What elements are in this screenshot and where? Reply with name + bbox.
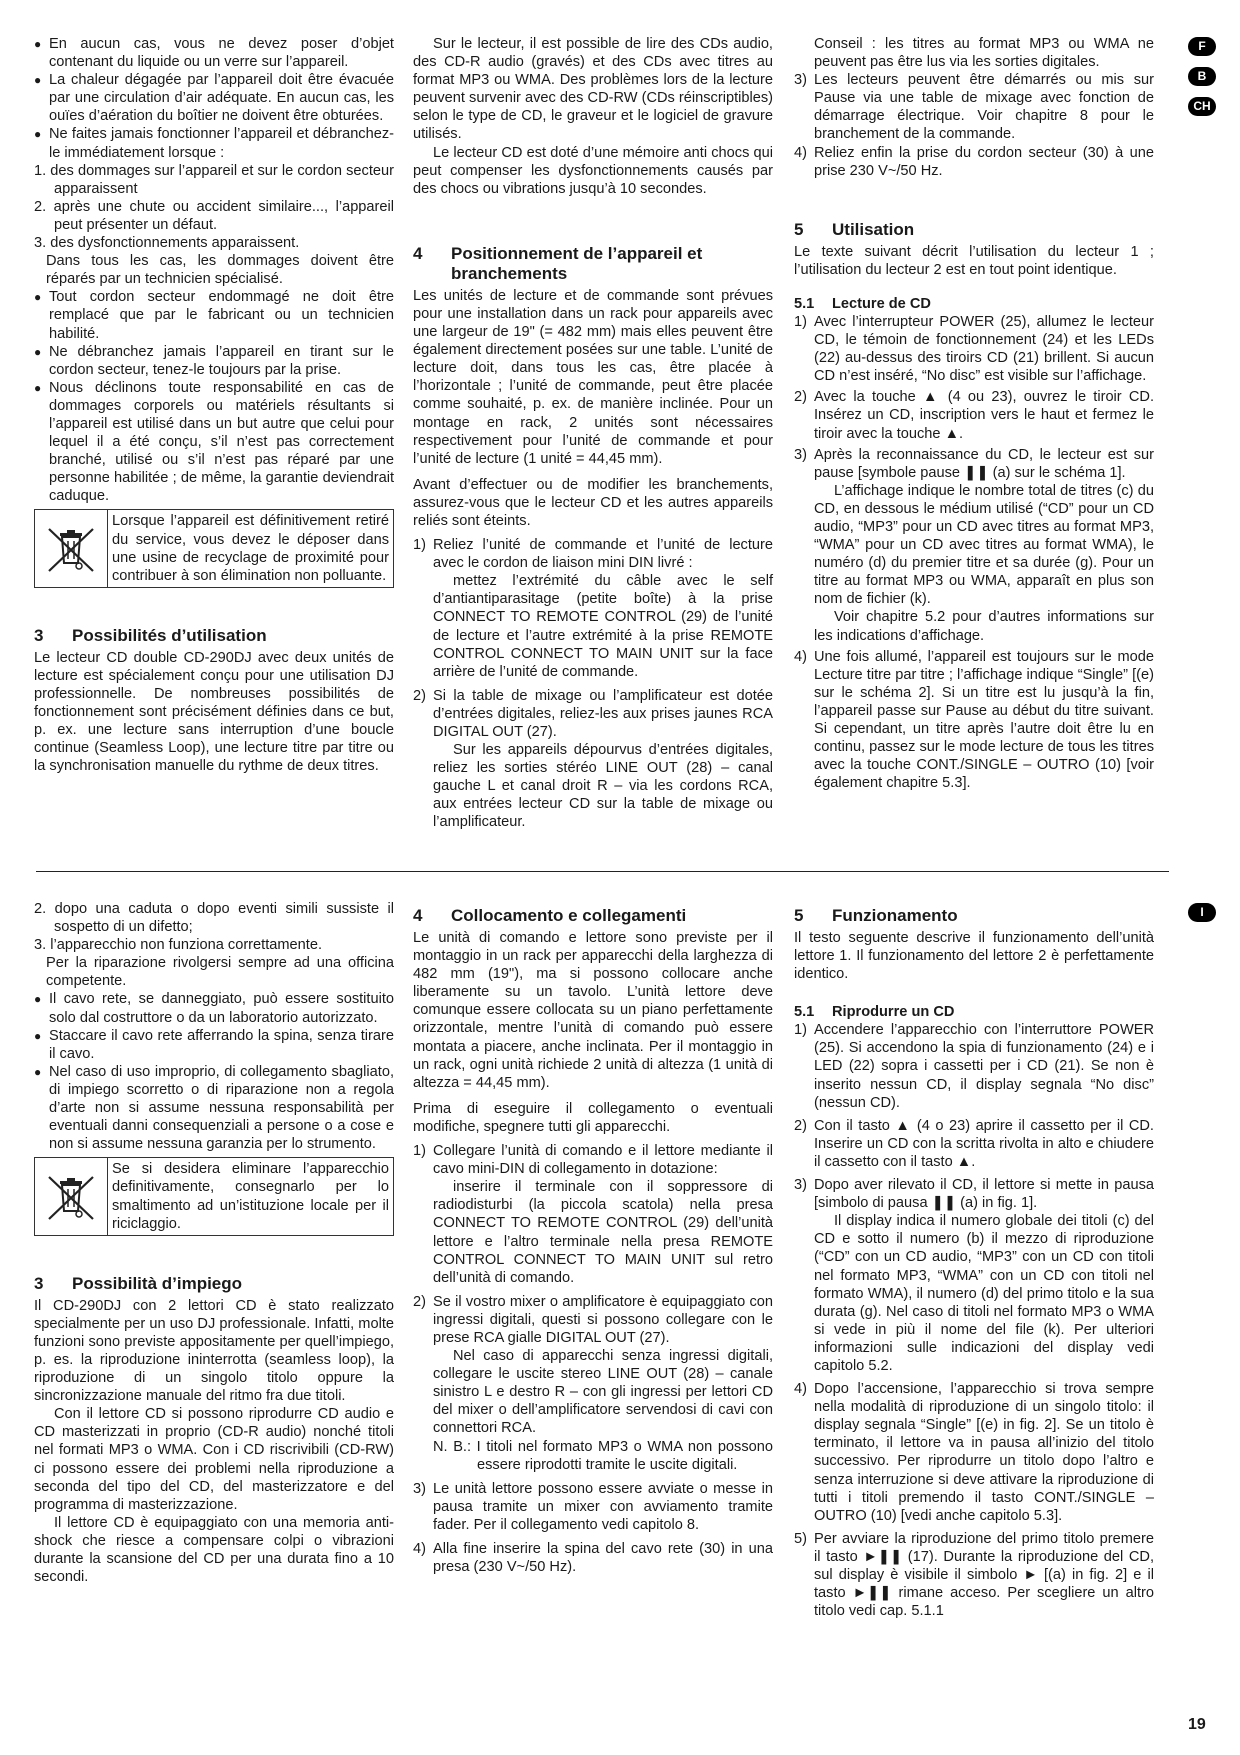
section-title: Possibilités d’utilisation <box>72 625 267 645</box>
it-bullet-liability: ● Nel caso di uso improprio, di collegamento sbagliato, di impiego scorretto o di riparazione non a regola d’arte non si assume nessuna responsabilità per eventuali danni consequenziali a persone o a cose e non si assume nessuna garanzia per lo strumento. <box>34 1063 394 1153</box>
fr-column-3 <box>794 35 1154 792</box>
fr-step-1-text: Reliez l’unité de commande et l’unité de lecture avec le cordon de liaison mini DIN livré : <box>433 537 773 572</box>
it-section-5-text: Il testo seguente descrive il funzionamento dell’unità lettore 1. Il funzionamento del lettore 2 è perfettamente identico. <box>794 930 1154 983</box>
it-step-3 <box>413 1480 773 1534</box>
fr-bullet-never-operate: ● Ne faites jamais fonctionner l’appareil et débranchez-le immédiatement lorsque : <box>34 125 394 161</box>
it-positioning-paragraph: Le unità di comando e lettore sono previste per il montaggio in un rack per apparecchi della larghezza di 482 mm (19"), ma si possono collocare anche liberamente su un tavolo. L’unità lettore deve comunque essere collocata su un piano perfettamente orizzontale, mentre l’unità di comando può essere montata a piacere, anche inclinata. Per il montaggio in un rack, ogni unità richiede 2 unità di altezza (1 unità di altezza = 44,45 mm). <box>413 930 773 1091</box>
step-number: 4) <box>794 648 807 665</box>
section-number: 4 <box>413 243 423 263</box>
fr-play-step-4 <box>794 648 1154 793</box>
step-number: 2) <box>794 1117 807 1134</box>
it-step-1-detail: inserire il terminale con il soppressore di radiodisturbi (la piccola scatola) nella presa CONNECT TO REMOTE CONTROL (29) dell’unità lettore e l’altro terminale nella presa REMOTE CONTROL CONNECT TO MAIN UNIT sul retro dell’unità di comando. <box>433 1179 773 1286</box>
fr-step-3 <box>794 71 1154 143</box>
section-title: Utilisation <box>832 219 915 239</box>
it-step-2-detail: Nel caso di apparecchi senza ingressi digitali, collegare le uscite stereo LINE OUT (28) – canale sinistro L e destro R – con gli ingressi per lettori CD del mixer o dell’amplificatore servendosi di cavi con connettori RCA. <box>433 1348 773 1437</box>
it-step-4-text: Alla fine inserire la spina del cavo rete (30) in una presa (230 V~/50 Hz). <box>433 1541 773 1576</box>
it-section-5-1-heading <box>794 1003 1154 1021</box>
language-badge-ch: CH <box>1188 97 1216 116</box>
it-play-step-1-text: Accendere l’apparecchio con l’interruttore POWER (25). Si accendono la spia di funzionamento (24) e i LED (22) sopra i cassetti per i CD (21). Se non è inserito nessun CD, il display segnala “No disc” (nessun CD). <box>814 1022 1154 1111</box>
fr-bullet-heat: ● La chaleur dégagée par l’appareil doit être évacuée par une circulation d’air adéquate. En aucun cas, les ouïes d’aération du boîtier ne doivent être obturées. <box>34 71 394 125</box>
fr-step-3-text: Les lecteurs peuvent être démarrés ou mis sur Pause via une table de mixage avec fonction de démarrage électrique. Voir chapitre 8 pour le branchement de la commande. <box>814 72 1154 143</box>
fr-section-3-heading <box>34 626 394 646</box>
fr-step-4 <box>794 144 1154 180</box>
fr-step-2-detail: Sur les appareils dépourvus d’entrées digitales, reliez les sorties stéréo LINE OUT (28) – canal gauche L et canal droit R – via les cordons RCA, aux entrées lecteur CD sur la table de mixage ou l’amplificateur. <box>433 742 773 831</box>
it-play-step-2 <box>794 1117 1154 1171</box>
fr-column-1 <box>34 35 394 775</box>
step-number: 3) <box>413 1480 426 1497</box>
it-step-2 <box>413 1293 773 1474</box>
it-compat-paragraph: Con il lettore CD si possono riprodurre CD audio e CD masterizzati in proprio (CD-R audio) nonché titoli nel formati MP3 o WMA. Con i CD riscrivibili (CD-RW) ci possono essere dei problemi nella riproduzione a seconda del tipo del CD, del masterizzatore e del programma di masterizzazione. <box>34 1406 394 1513</box>
it-column-1 <box>34 900 394 1586</box>
step-number: 5) <box>794 1530 807 1547</box>
fr-step-4-text: Reliez enfin la prise du cordon secteur (30) à une prise 230 V~/50 Hz. <box>814 144 1154 179</box>
section-number: 3 <box>34 625 44 645</box>
fr-step-1 <box>413 536 773 681</box>
it-play-step-3 <box>794 1176 1154 1375</box>
it-step-4 <box>413 1540 773 1576</box>
fr-play-step-1 <box>794 313 1154 385</box>
fr-recycling-text: Lorsque l’appareil est définitivement retiré du service, vous devez le déposer dans une usine de recyclage de proximité pour contribuer à son élimination non polluante. <box>112 513 389 584</box>
step-number: 3) <box>794 446 807 463</box>
it-step-3-text: Le unità lettore possono essere avviate o messe in pausa tramite un mixer con avviamento tramite fader. Per il collegamento vedi capitolo 8. <box>433 1480 773 1533</box>
fr-bullet-power-cord: ● Tout cordon secteur endommagé ne doit être remplacé que par le fabricant ou un technicien habilité. <box>34 288 394 342</box>
section-number: 5.1 <box>794 1004 815 1021</box>
it-section-4-heading <box>413 906 773 926</box>
fr-step-1-detail: mettez l’extrémité du câble avec le self d’antiantiparasitage (petite boîte) à la prise CONNECT TO REMOTE CONTROL (29) de l’unité de lecture et l’autre extrémité à la prise REMOTE CONTROL CONNECT TO MAIN UNIT sur la face arrière de l’unité de commande. <box>433 573 773 680</box>
step-number: 1) <box>794 313 807 330</box>
section-title: Possibilità d’impiego <box>72 1273 243 1293</box>
it-repair-note: Per la riparazione rivolgersi sempre ad una officina competente. <box>46 955 394 990</box>
section-title: Riprodurre un CD <box>832 1004 955 1021</box>
it-recycling-notice <box>34 1157 394 1235</box>
it-step-1-text: Collegare l’unità di comando e il lettore mediante il cavo mini-DIN di collegamento in dotazione: <box>433 1143 773 1178</box>
it-section-5-heading <box>794 906 1154 926</box>
fr-sub-item-1: 1. des dommages sur l’appareil et sur le cordon secteur apparaissent <box>34 162 394 197</box>
it-bullet-power-cord: ● Il cavo rete, se danneggiato, può essere sostituito solo dal costruttore o da un laboratorio autorizzato. <box>34 990 394 1026</box>
fr-section-5-heading <box>794 220 1154 240</box>
it-play-step-2-text: Con il tasto ▲ (4 o 23) aprire il cassetto per il CD. Inserire un CD con la scritta rivolta in alto e chiudere il cassetto con il tasto ▲. <box>814 1117 1154 1170</box>
it-play-step-4-text: Dopo l’accensione, l’apparecchio si trova sempre nella modalità di riproduzione di un singolo titolo: il display segnala “Single” [(e) in fig. 2]. Se un titolo è terminato, il lettore va in pausa all’inizio del titolo successivo. Per riprodurre un titolo dopo l’altro e senza interruzione si deve attivare la riproduzione di tutti i titoli premendo il tasto CONT./SINGLE – OUTRO (10) [vedi anche capitolo 5.3]. <box>814 1381 1154 1524</box>
fr-bullet-unplug: ● Ne débranchez jamais l’appareil en tirant sur le cordon secteur, tenez-le toujours par la prise. <box>34 343 394 379</box>
section-title: Lecture de CD <box>832 295 931 312</box>
it-play-step-4 <box>794 1380 1154 1525</box>
it-step-2-text: Se il vostro mixer o amplificatore è equipaggiato con ingressi digitali, questi si possono collegare con le prese RCA gialle DIGITAL OUT (27). <box>433 1293 773 1346</box>
step-number: 4) <box>794 144 807 161</box>
it-switch-off-paragraph: Prima di eseguire il collegamento o eventuali modifiche, spegnere tutti gli apparecchi. <box>413 1100 773 1135</box>
it-column-2 <box>413 906 773 1576</box>
section-number: 5 <box>794 906 804 925</box>
step-number: 2) <box>413 687 426 704</box>
step-number: 1) <box>413 1143 426 1160</box>
fr-recycling-notice <box>34 509 394 587</box>
crossed-bin-icon <box>35 510 108 586</box>
it-usage-paragraph: Il CD-290DJ con 2 lettori CD è stato realizzato specialmente per un uso DJ professionale. Infatti, molte funzioni sono previste appositamente per quell’impiego, p. es. la riproduzione ininterrotta (seamless loop), la riproduzione di un singolo titolo oppure la sincronizzazione manuale del ritmo fra due titoli. <box>34 1297 394 1405</box>
it-sub-item-3: 3. l’apparecchio non funziona correttamente. <box>34 937 322 954</box>
step-number: 4) <box>794 1381 807 1398</box>
fr-switch-off-paragraph: Avant d’effectuer ou de modifier les branchements, assurez-vous que le lecteur CD et les autres appareils reliés sont éteints. <box>413 476 773 529</box>
fr-play-step-1-text: Avec l’interrupteur POWER (25), allumez le lecteur CD, le témoin de fonctionnement (24) et les LEDs (22) au-dessus des tiroirs CD (21) brillent. Si aucun CD n’est inséré, “No disc” est visible sur l’affichage. <box>814 313 1154 385</box>
section-number: 5.1 <box>794 295 815 312</box>
step-number: 2) <box>413 1293 426 1310</box>
fr-tip: Conseil : les titres au format MP3 ou WMA ne peuvent pas être lus via les sorties digitales. <box>814 36 1154 71</box>
fr-positioning-paragraph: Les unités de lecture et de commande sont prévues pour une installation dans un rack pour appareils avec une largeur de 19" (= 482 mm) mais elles peuvent être également directement posées sur une table. L’unité de lecture doit, dans tous les cas, être placée à l’horizontale ; l’unité de commande, peut être placée comme souhaité, p. ex. de manière inclinée. Pour un montage en rack, 2 unités sont nécessaires respectivement pour l’unité de commande et pour l’unité de lecture (1 unité = 44,45 mm). <box>413 287 773 467</box>
it-bullet-unplug: ● Staccare il cavo rete afferrando la spina, senza tirare il cavo. <box>34 1027 394 1063</box>
it-play-step-5 <box>794 1530 1154 1620</box>
fr-play-step-3-text: Après la reconnaissance du CD, le lecteur est sur pause [symbole pause ❚❚ (a) sur le schéma 1]. <box>814 446 1154 481</box>
fr-play-step-2 <box>794 388 1154 442</box>
it-antishock-paragraph: Il lettore CD è equipaggiato con una memoria anti-shock che riesce a compensare colpi o vibrazioni durante la scansione del CD per una durata fino a 10 secondi. <box>34 1514 394 1586</box>
fr-play-step-3 <box>794 446 1154 645</box>
fr-play-step-3-display: L’affichage indique le nombre total de titres (c) du CD, en dessous le médium utilisé (“CD” pour un CD audio, “MP3” pour un CD avec titres au format MP3, “WMA” pour un CD avec titres au format WMA), le numéro (d) du premier titre et sa durée (g). Pour un titre au format MP3 ou WMA, apparaît en plus son nom de fichier (k). <box>814 482 1154 608</box>
fr-section-5-1-heading <box>794 295 1154 313</box>
section-number: 4 <box>413 906 423 925</box>
fr-compat-paragraph: Sur le lecteur, il est possible de lire des CDs audio, des CD-R audio (gravés) et des CDs avec titres au format MP3 ou WMA. Des problèmes lors de la lecture peuvent survenir avec des CD-RW (CDs réinscriptibles) selon le type de CD, le graveur et le logiciel de gravure utilisés. <box>413 36 773 143</box>
it-play-step-1 <box>794 1021 1154 1111</box>
fr-play-step-2-text: Avec la touche ▲ (4 ou 23), ouvrez le tiroir CD. Insérez un CD, inscription vers le haut et fermez le tiroir avec la touche ▲. <box>814 389 1154 442</box>
section-title: Collocamento e collegamenti <box>451 906 687 925</box>
fr-play-step-3-ref: Voir chapitre 5.2 pour d’autres informations sur les indications d’affichage. <box>814 609 1154 644</box>
fr-section-4-heading <box>413 244 773 284</box>
fr-section-3-text: Le lecteur CD double CD-290DJ avec deux unités de lecture est spécialement conçu pour une utilisation DJ professionnelle. De nombreuses possibilités de fonctionnement sont précisément définies dans ce but, p. ex. une lecture sans interruption d’une boucle continue (Seamless Loop), une lecture titre par titre ou la synchronisation manuelle du rythme de deux titres. <box>34 649 394 775</box>
section-number: 3 <box>34 1273 44 1293</box>
language-badge-b: B <box>1188 67 1216 86</box>
fr-repair-note: Dans tous les cas, les dommages doivent être réparés par un technicien spécialisé. <box>46 253 394 288</box>
fr-bullet-liability: ● Nous déclinons toute responsabilité en cas de dommages corporels ou matériels résultants si l’appareil est utilisé dans un but autre que celui pour lequel il a été conçu, s’il n’est pas correctement branché, utilisé ou s’il n’est pas réparé par une personne habilitée ; de même, la garantie deviendrait caduque. <box>34 379 394 506</box>
it-play-step-3-display: Il display indica il numero globale dei titoli (c) del CD e sotto il numero (b) il mezzo di riproduzione (“CD” con un CD audio, “MP3” con un CD con titoli nel formato MP3, “WMA” con un CD con titoli nel formato WMA), il numero (d) del primo titolo e la sua durata (g). Nel caso di titoli nel formato MP3 o WMA si vede in più il nome del file (k). Per ulteriori informazioni sulle indicazioni del display vedi capitolo 5.2. <box>814 1213 1154 1374</box>
it-play-step-5-text: Per avviare la riproduzione del primo titolo premere il tasto ►❚❚ (17). Durante la riproduzione del CD, sul display è visibile il simbolo ► [(a) in fig. 2] e il tasto ►❚❚ rimane acceso. Per scegliere un altro titolo vedi cap. 5.1.1 <box>814 1530 1154 1620</box>
step-number: 3) <box>794 1177 807 1194</box>
language-badge-f: F <box>1188 37 1216 56</box>
fr-step-2-text: Si la table de mixage ou l’amplificateur est dotée d’entrées digitales, reliez-les aux prises jaunes RCA DIGITAL OUT (27). <box>433 687 773 740</box>
step-number: 3) <box>794 72 807 89</box>
fr-antishock-paragraph: Le lecteur CD est doté d’une mémoire anti chocs qui peut compenser les dysfonctionnements causés par des chocs ou vibrations jusqu’à 10 secondes. <box>413 144 773 197</box>
step-number: 1) <box>794 1022 807 1039</box>
it-recycling-text: Se si desidera eliminare l’apparecchio definitivamente, consegnarlo per lo smaltimento ad un’istituzione locale per il riciclaggio. <box>112 1161 389 1232</box>
fr-column-2 <box>413 35 773 832</box>
step-number: 2) <box>794 389 807 406</box>
section-number: 5 <box>794 219 804 239</box>
fr-step-2 <box>413 687 773 832</box>
fr-sub-item-2: 2. après une chute ou accident similaire..., l’appareil peut présenter un défaut. <box>34 198 394 233</box>
step-number: 1) <box>413 537 426 554</box>
page-number: 19 <box>1188 1716 1206 1733</box>
step-number: 4) <box>413 1541 426 1557</box>
it-sub-item-2: 2. dopo una caduta o dopo eventi simili sussiste il sospetto di un difetto; <box>34 901 394 936</box>
it-note: N. B.: I titoli nel formato MP3 o WMA non possono essere riprodotti tramite le uscite digitali. <box>433 1438 773 1473</box>
fr-sub-item-3: 3. des dysfonctionnements apparaissent. <box>34 235 300 252</box>
section-title: Funzionamento <box>832 906 958 925</box>
fr-play-step-4-text: Une fois allumé, l’appareil est toujours sur le mode Lecture titre par titre ; l’affichage indique “Single” [(e) sur le schéma 2]. Si un titre est lu jusqu’à la fin, l’appareil passe sur Pause au début du titre suivant. Si cependant, un titre après l’autre doit être lu en continu, passez sur le mode lecture de tous les titres avec la touche CONT./SINGLE – OUTRO (10) [voir également chapitre 5.3]. <box>814 648 1154 792</box>
it-column-3 <box>794 906 1154 1620</box>
fr-bullet-liquid: ● En aucun cas, vous ne devez poser d’objet contenant du liquide ou un verre sur l’appareil. <box>34 35 394 71</box>
crossed-bin-icon <box>35 1158 108 1234</box>
language-badge-i: I <box>1188 903 1216 922</box>
it-section-3-heading <box>34 1274 394 1294</box>
it-play-step-3-text: Dopo aver rilevato il CD, il lettore si mette in pausa [simbolo di pausa ❚❚ (a) in fig. 1]. <box>814 1177 1154 1212</box>
section-title: Positionnement de l’appareil et branchements <box>451 243 703 283</box>
fr-section-5-text: Le texte suivant décrit l’utilisation du lecteur 1 ; l’utilisation du lecteur 2 est en tout point identique. <box>794 243 1154 278</box>
section-divider <box>36 871 1169 872</box>
it-step-1 <box>413 1142 773 1287</box>
